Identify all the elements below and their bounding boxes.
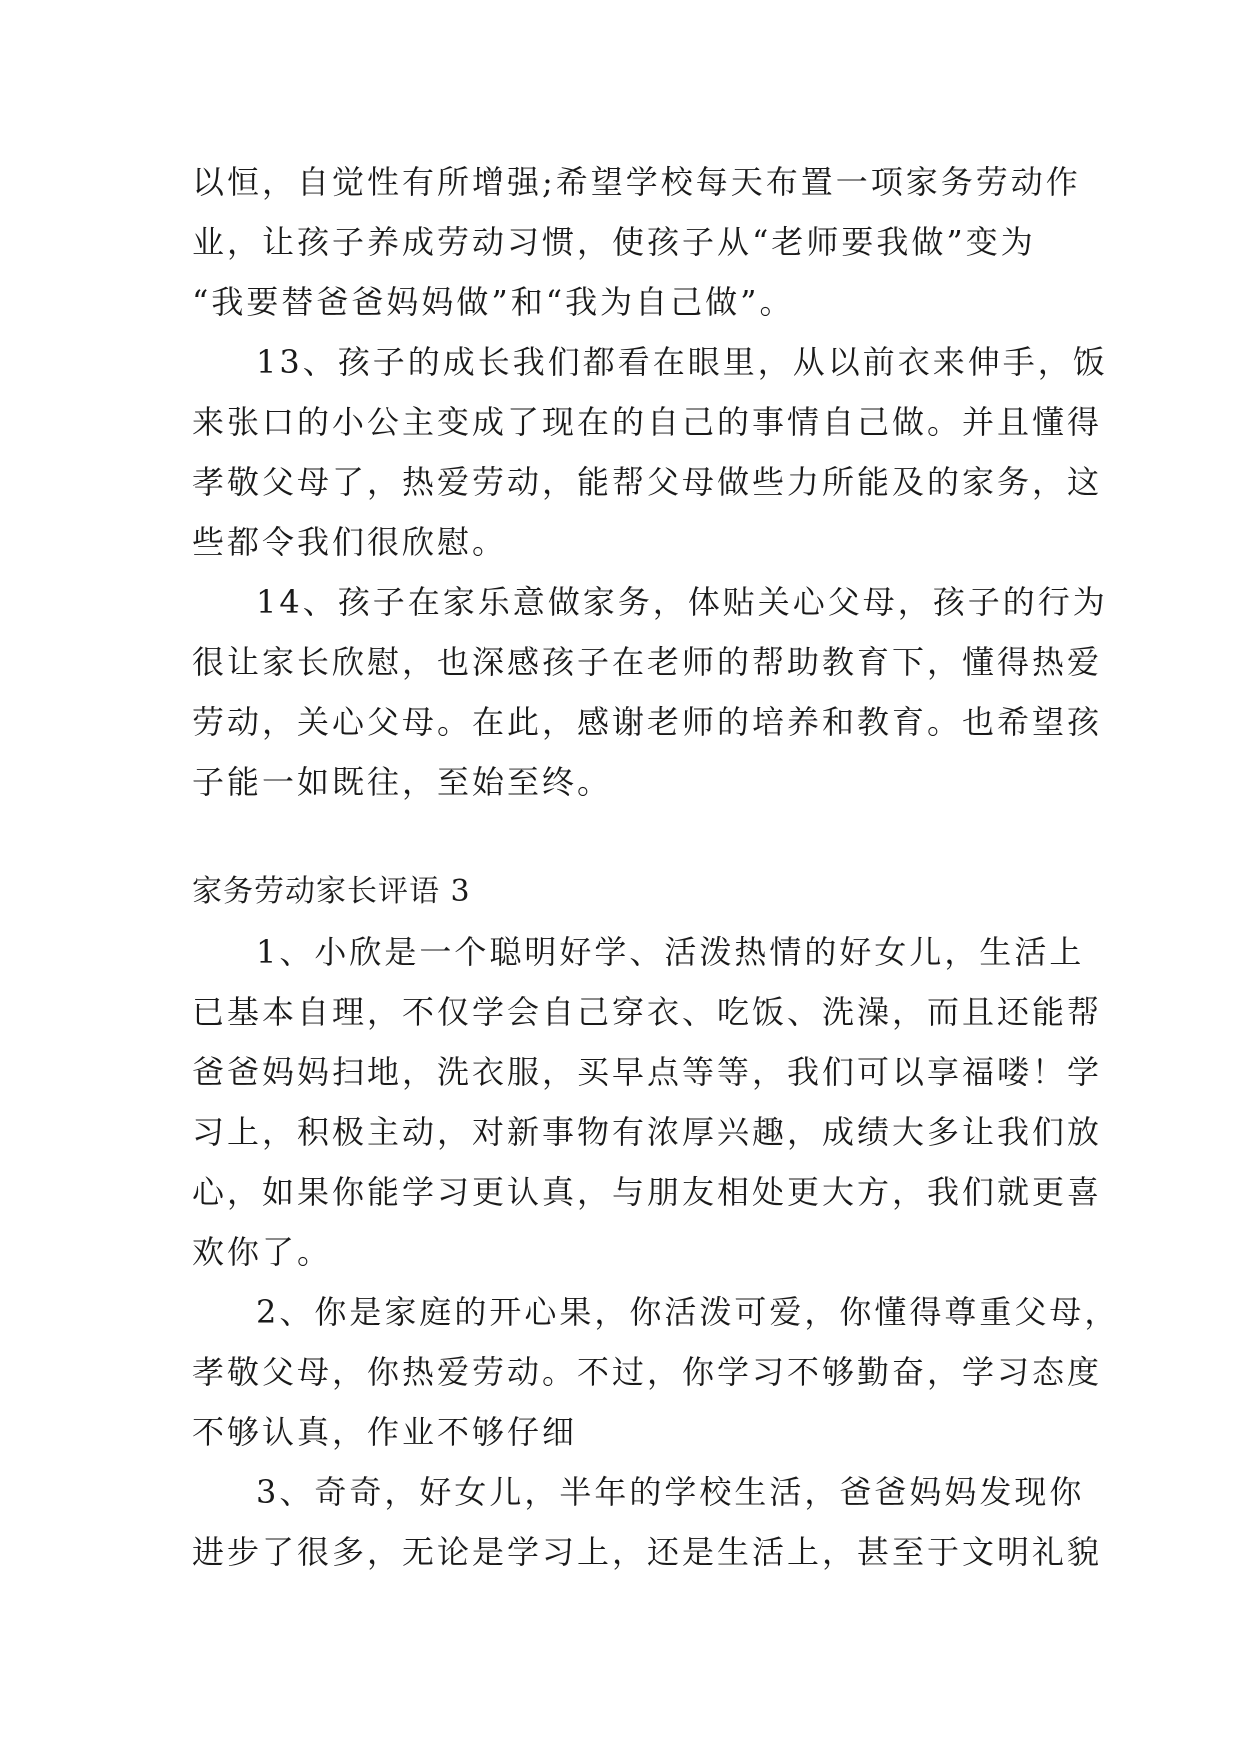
text-line: 不够认真，作业不够仔细 — [192, 1413, 578, 1451]
text-line: 已基本自理，不仅学会自己穿衣、吃饭、洗澡，而且还能帮 — [192, 993, 1103, 1031]
text-line: 进步了很多，无论是学习上，还是生活上，甚至于文明礼貌 — [192, 1533, 1103, 1571]
text-line: 13、孩子的成长我们都看在眼里，从以前衣来伸手，饭 — [256, 343, 1108, 381]
text-line: 孝敬父母，你热爱劳动。不过，你学习不够勤奋，学习态度 — [192, 1353, 1103, 1391]
text-line: 劳动，关心父母。在此，感谢老师的培养和教育。也希望孩 — [192, 703, 1103, 741]
text-line: 心，如果你能学习更认真，与朋友相处更大方，我们就更喜 — [192, 1173, 1103, 1211]
text-line: 2、你是家庭的开心果，你活泼可爱，你懂得尊重父母， — [256, 1293, 1120, 1331]
text-line: 14、孩子在家乐意做家务，体贴关心父母，孩子的行为 — [256, 583, 1108, 621]
document-body — [192, 152, 1120, 1582]
paragraph-item-2 — [192, 1282, 1120, 1462]
section-heading: 家务劳动家长评语 3 — [192, 874, 471, 909]
text-line: 很让家长欣慰，也深感孩子在老师的帮助教育下，懂得热爱 — [192, 643, 1103, 681]
text-line: 子能一如既往，至始至终。 — [192, 763, 613, 801]
paragraph-item-13 — [192, 332, 1108, 572]
text-line: 些都令我们很欣慰。 — [192, 523, 508, 561]
paragraph-item-14 — [192, 572, 1108, 812]
paragraph-item-3 — [192, 1462, 1103, 1582]
text-line: “我要替爸爸妈妈做”和“我为自己做”。 — [192, 283, 795, 321]
text-line: 业，让孩子养成劳动习惯，使孩子从“老师要我做”变为 — [192, 223, 1036, 261]
text-line: 1、小欣是一个聪明好学、活泼热情的好女儿，生活上 — [256, 933, 1085, 971]
paragraph-continuation — [192, 152, 1081, 332]
text-line: 来张口的小公主变成了现在的自己的事情自己做。并且懂得 — [192, 403, 1103, 441]
text-line: 以恒，自觉性有所增强;希望学校每天布置一项家务劳动作 — [192, 163, 1081, 201]
text-line: 欢你了。 — [192, 1233, 333, 1271]
paragraph-item-1 — [192, 922, 1103, 1282]
text-line: 爸爸妈妈扫地，洗衣服，买早点等等，我们可以享福喽！学 — [192, 1053, 1103, 1091]
text-line: 3、奇奇，好女儿，半年的学校生活，爸爸妈妈发现你 — [256, 1473, 1085, 1511]
text-line: 孝敬父母了，热爱劳动，能帮父母做些力所能及的家务，这 — [192, 463, 1103, 501]
section-gap — [192, 812, 1052, 862]
text-line: 习上，积极主动，对新事物有浓厚兴趣，成绩大多让我们放 — [192, 1113, 1103, 1151]
